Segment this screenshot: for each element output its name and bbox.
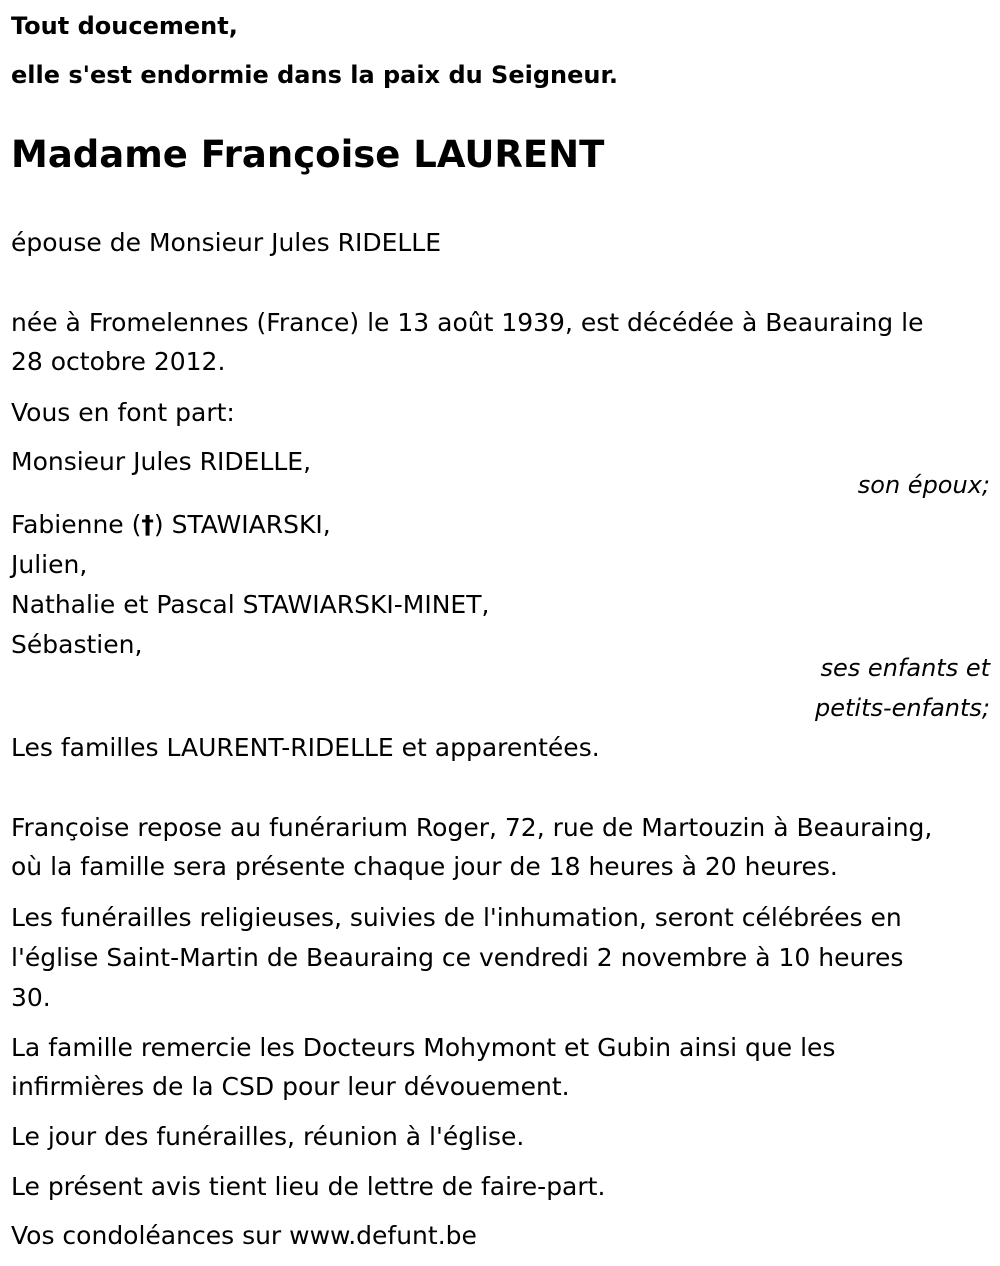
- thanks-line-2: infirmières de la CSD pour leur dévouement.: [11, 1072, 570, 1101]
- funeral-line-1: Les funérailles religieuses, suivies de l'inhumation, seront célébrées en: [11, 903, 902, 932]
- intro-line-1: Tout doucement,: [11, 12, 238, 40]
- intro-line-2: elle s'est endormie dans la paix du Seigneur.: [11, 61, 619, 89]
- children-role-line-1: ses enfants et: [820, 654, 990, 682]
- child-julien: Julien,: [11, 550, 88, 579]
- child-nathalie-pascal: Nathalie et Pascal STAWIARSKI-MINET,: [11, 590, 490, 619]
- thanks-line-1: La famille remercie les Docteurs Mohymont et Gubin ainsi que les: [11, 1033, 836, 1062]
- condolences-line: Vos condoléances sur www.defunt.be: [11, 1221, 477, 1250]
- repose-line-2: où la famille sera présente chaque jour de 18 heures à 20 heures.: [11, 852, 838, 881]
- spouse-role: son époux;: [857, 471, 990, 499]
- spouse-line: épouse de Monsieur Jules RIDELLE: [11, 228, 442, 257]
- child-fabienne-name-end: ) STAWIARSKI,: [153, 510, 331, 539]
- cross-icon: †: [141, 510, 154, 539]
- birth-death-line-1: née à Fromelennes (France) le 13 août 1939, est décédée à Beauraing le: [11, 308, 924, 337]
- announcement-intro: Vous en font part:: [11, 398, 235, 427]
- birth-death-line-2: 28 octobre 2012.: [11, 347, 226, 376]
- families-line: Les familles LAURENT-RIDELLE et apparentées.: [11, 733, 600, 762]
- notice-line: Le présent avis tient lieu de lettre de faire-part.: [11, 1172, 606, 1201]
- reunion-line: Le jour des funérailles, réunion à l'église.: [11, 1122, 525, 1151]
- child-fabienne-name-start: Fabienne (: [11, 510, 142, 539]
- funeral-line-2: l'église Saint-Martin de Beauraing ce vendredi 2 novembre à 10 heures: [11, 943, 904, 972]
- spouse-name: Monsieur Jules RIDELLE,: [11, 447, 312, 476]
- repose-line-1: Françoise repose au funérarium Roger, 72, rue de Martouzin à Beauraing,: [11, 813, 933, 842]
- child-sebastien: Sébastien,: [11, 630, 143, 659]
- funeral-line-3: 30.: [11, 983, 51, 1012]
- child-fabienne: [11, 505, 331, 545]
- children-role-line-2: petits-enfants;: [815, 694, 990, 722]
- deceased-name: Madame Françoise LAURENT: [11, 133, 605, 176]
